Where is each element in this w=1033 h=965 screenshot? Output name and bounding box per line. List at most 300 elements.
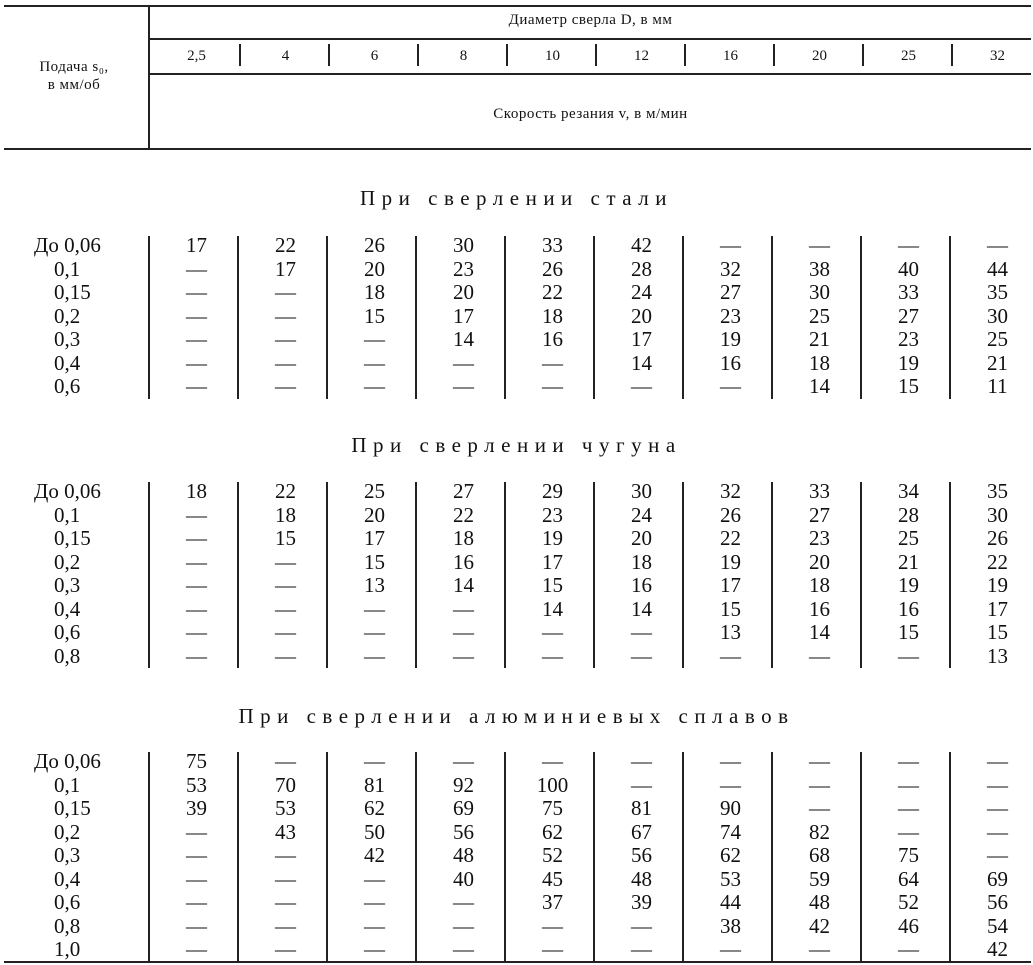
speed-value-cell: — [542, 937, 563, 961]
speed-value-cell: — [631, 772, 652, 797]
feed-value-label: 0,6 [54, 374, 81, 398]
speed-value-cell: — [275, 620, 296, 644]
speed-value-cell: 23 [542, 502, 563, 527]
speed-value-cell: — [186, 526, 207, 550]
speed-value-cell: 16 [542, 327, 563, 351]
speed-value-cell: — [542, 643, 563, 668]
column-divider [860, 482, 862, 668]
diameter-title: Диаметр сверла D, в мм [508, 12, 673, 28]
table-bottom-rule [4, 961, 1031, 963]
speed-value-cell: 81 [631, 796, 652, 820]
column-divider [148, 236, 150, 399]
speed-value-cell: 17 [631, 327, 652, 351]
speed-value-cell: — [898, 819, 919, 844]
speed-value-cell: — [987, 233, 1008, 257]
speed-value-cell: — [453, 620, 474, 644]
feed-value-label: 0,6 [54, 620, 81, 644]
speed-value-cell: 53 [275, 796, 296, 820]
speed-value-cell: 20 [809, 549, 830, 574]
column-divider [148, 752, 150, 962]
speed-value-cell: — [809, 749, 830, 773]
speed-value-cell: 64 [898, 866, 919, 891]
speed-value-cell: 23 [898, 327, 919, 351]
column-divider [415, 236, 417, 399]
speed-value-cell: 19 [542, 526, 563, 550]
header-bottom-rule [4, 148, 1031, 150]
speed-value-cell: 38 [720, 913, 741, 938]
section-title: При сверлении чугуна [351, 433, 682, 457]
speed-value-cell: 34 [898, 479, 919, 503]
feed-value-label: 0,6 [54, 890, 81, 914]
column-divider [860, 752, 862, 962]
diameter-header-cell: 25 [901, 48, 916, 64]
column-divider [237, 236, 239, 399]
speed-value-cell: 46 [898, 913, 919, 938]
speed-value-cell: — [631, 937, 652, 961]
speed-value-cell: — [542, 374, 563, 398]
speed-value-cell: — [898, 233, 919, 257]
column-divider [593, 236, 595, 399]
speed-value-cell: — [898, 796, 919, 820]
speed-value-cell: 13 [364, 573, 385, 597]
speed-value-cell: 21 [809, 327, 830, 351]
column-divider [237, 482, 239, 668]
speed-value-cell: 62 [542, 819, 563, 844]
column-divider [682, 482, 684, 668]
speed-value-cell: 21 [987, 350, 1008, 375]
speed-value-cell: 48 [631, 866, 652, 891]
speed-value-cell: 17 [275, 256, 296, 281]
speed-value-cell: 17 [720, 573, 741, 597]
section-title: При сверлении стали [359, 186, 674, 210]
speed-value-cell: 62 [364, 796, 385, 820]
speed-value-cell: — [275, 913, 296, 938]
speed-value-cell: 14 [453, 327, 474, 351]
speed-value-cell: 67 [631, 819, 652, 844]
speed-value-cell: 27 [720, 280, 741, 304]
speed-value-cell: 15 [898, 374, 919, 398]
speed-value-cell: — [186, 843, 207, 867]
diameter-header-cell: 8 [459, 48, 468, 64]
diameter-header-cell: 6 [370, 48, 379, 64]
column-divider [593, 482, 595, 668]
speed-value-cell: — [364, 643, 385, 668]
column-divider [504, 752, 506, 962]
speed-value-cell: 53 [720, 866, 741, 891]
speed-value-cell: — [275, 749, 296, 773]
feed-value-label: 0,15 [54, 280, 91, 304]
diameter-title-underline [150, 38, 1031, 40]
speed-value-cell: 22 [275, 479, 296, 503]
diameter-header-divider [328, 44, 330, 66]
speed-value-cell: 16 [631, 573, 652, 597]
speed-value-cell: — [275, 280, 296, 304]
speed-value-cell: — [631, 620, 652, 644]
speed-value-cell: 32 [720, 256, 741, 281]
column-divider [237, 752, 239, 962]
speed-value-cell: — [364, 937, 385, 961]
speed-value-cell: 16 [898, 596, 919, 621]
speed-value-cell: 18 [809, 573, 830, 597]
speed-value-cell: 40 [898, 256, 919, 281]
speed-value-cell: — [186, 643, 207, 668]
speed-value-cell: 19 [898, 350, 919, 375]
speed-value-cell: 48 [809, 890, 830, 914]
speed-value-cell: 16 [720, 350, 741, 375]
diameter-header-cell: 4 [281, 48, 290, 64]
speed-value-cell: — [275, 937, 296, 961]
speed-value-cell: 15 [364, 303, 385, 328]
speed-value-cell: 69 [453, 796, 474, 820]
speed-value-cell: — [542, 350, 563, 375]
speed-value-cell: — [364, 350, 385, 375]
speed-value-cell: 22 [987, 549, 1008, 574]
diameter-header-divider [951, 44, 953, 66]
speed-value-cell: 43 [275, 819, 296, 844]
speed-value-cell: — [364, 327, 385, 351]
diameter-header-cell: 10 [545, 48, 560, 64]
speed-value-cell: — [275, 596, 296, 621]
speed-value-cell: 18 [364, 280, 385, 304]
speed-value-cell: — [364, 749, 385, 773]
speed-value-cell: 19 [898, 573, 919, 597]
speed-value-cell: — [186, 573, 207, 597]
speed-value-cell: 48 [453, 843, 474, 867]
speed-value-cell: 16 [809, 596, 830, 621]
speed-value-cell: 19 [720, 549, 741, 574]
speed-title: Скорость резания v, в м/мин [493, 106, 688, 122]
column-divider [860, 236, 862, 399]
feed-value-label: 1,0 [54, 937, 81, 961]
speed-value-cell: 25 [898, 526, 919, 550]
diameter-header-cell: 12 [634, 48, 649, 64]
speed-value-cell: 40 [453, 866, 474, 891]
speed-value-cell: — [364, 596, 385, 621]
speed-value-cell: — [542, 749, 563, 773]
column-divider [504, 482, 506, 668]
speed-value-cell: — [186, 620, 207, 644]
speed-value-cell: 90 [720, 796, 741, 820]
speed-value-cell: — [275, 573, 296, 597]
feed-value-label: 0,1 [54, 772, 81, 797]
speed-value-cell: 100 [536, 772, 569, 797]
speed-value-cell: — [453, 890, 474, 914]
speed-value-cell: — [275, 890, 296, 914]
speed-value-cell: — [186, 374, 207, 398]
column-divider [593, 752, 595, 962]
speed-value-cell: 25 [364, 479, 385, 503]
speed-value-cell: 30 [809, 280, 830, 304]
speed-value-cell: — [453, 749, 474, 773]
speed-value-cell: — [275, 303, 296, 328]
speed-value-cell: — [275, 374, 296, 398]
speed-value-cell: 92 [453, 772, 474, 797]
speed-value-cell: 52 [898, 890, 919, 914]
feed-value-label: 0,3 [54, 573, 81, 597]
speed-value-cell: — [186, 303, 207, 328]
section-title: При сверлении алюминиевых сплавов [238, 704, 795, 728]
speed-value-cell: 33 [542, 233, 563, 257]
column-divider [682, 752, 684, 962]
speed-value-cell: — [809, 233, 830, 257]
speed-value-cell: 62 [720, 843, 741, 867]
speed-value-cell: 68 [809, 843, 830, 867]
speed-value-cell: — [809, 643, 830, 668]
speed-value-cell: 20 [631, 526, 652, 550]
column-divider [949, 236, 951, 399]
speed-value-cell: 35 [987, 479, 1008, 503]
speed-value-cell: — [186, 890, 207, 914]
feed-value-label: 0,15 [54, 796, 91, 820]
speed-value-cell: — [275, 843, 296, 867]
speed-value-cell: 21 [898, 549, 919, 574]
speed-value-cell: 18 [631, 549, 652, 574]
speed-value-cell: — [453, 643, 474, 668]
feed-value-label: 0,2 [54, 549, 81, 574]
speed-value-cell: 70 [275, 772, 296, 797]
speed-value-cell: 17 [364, 526, 385, 550]
feed-value-label: 0,3 [54, 843, 81, 867]
diameter-header-divider [862, 44, 864, 66]
speed-value-cell: 38 [809, 256, 830, 281]
speed-value-cell: — [453, 913, 474, 938]
feed-value-label: 0,2 [54, 303, 81, 328]
speed-value-cell: 11 [987, 374, 1008, 398]
speed-value-cell: — [542, 620, 563, 644]
speed-value-cell: — [987, 749, 1008, 773]
speed-value-cell: — [631, 749, 652, 773]
speed-value-cell: 14 [631, 596, 652, 621]
column-divider [415, 752, 417, 962]
speed-value-cell: — [186, 350, 207, 375]
speed-value-cell: — [453, 374, 474, 398]
column-divider [148, 482, 150, 668]
speed-value-cell: 27 [809, 502, 830, 527]
speed-value-cell: — [720, 937, 741, 961]
speed-value-cell: 15 [275, 526, 296, 550]
speed-value-cell: 42 [364, 843, 385, 867]
speed-value-cell: — [809, 772, 830, 797]
speed-value-cell: 75 [186, 749, 207, 773]
speed-value-cell: 17 [542, 549, 563, 574]
speed-value-cell: 56 [987, 890, 1008, 914]
column-divider [949, 752, 951, 962]
speed-value-cell: 30 [631, 479, 652, 503]
speed-value-cell: — [186, 596, 207, 621]
speed-value-cell: — [631, 643, 652, 668]
speed-value-cell: 26 [542, 256, 563, 281]
feed-value-label: 0,1 [54, 256, 81, 281]
speed-value-cell: — [987, 796, 1008, 820]
feed-value-label: 0,1 [54, 502, 81, 527]
speed-value-cell: — [720, 749, 741, 773]
speed-value-cell: 28 [631, 256, 652, 281]
speed-value-cell: 56 [631, 843, 652, 867]
feed-value-label: 0,8 [54, 913, 81, 938]
speed-value-cell: 23 [453, 256, 474, 281]
speed-value-cell: — [631, 913, 652, 938]
speed-value-cell: 22 [720, 526, 741, 550]
speed-value-cell: 14 [542, 596, 563, 621]
speed-value-cell: 54 [987, 913, 1008, 938]
speed-value-cell: — [809, 796, 830, 820]
speed-value-cell: — [364, 620, 385, 644]
speed-value-cell: 27 [453, 479, 474, 503]
speed-value-cell: — [364, 890, 385, 914]
speed-value-cell: — [720, 643, 741, 668]
speed-value-cell: 59 [809, 866, 830, 891]
speed-value-cell: 19 [720, 327, 741, 351]
speed-value-cell: 45 [542, 866, 563, 891]
speed-value-cell: — [987, 772, 1008, 797]
speed-value-cell: — [987, 819, 1008, 844]
feed-value-label: 0,15 [54, 526, 91, 550]
speed-value-cell: 20 [364, 256, 385, 281]
column-divider [771, 752, 773, 962]
feed-value-label: До 0,06 [34, 749, 101, 773]
table-top-rule [4, 5, 1031, 7]
speed-value-cell: 18 [275, 502, 296, 527]
speed-value-cell: 42 [631, 233, 652, 257]
diameter-header-cell: 20 [812, 48, 827, 64]
speed-value-cell: 18 [453, 526, 474, 550]
speed-value-cell: 42 [809, 913, 830, 938]
diameter-values-underline [150, 73, 1031, 75]
speed-value-cell: 15 [720, 596, 741, 621]
column-divider [504, 236, 506, 399]
feed-value-label: До 0,06 [34, 479, 101, 503]
speed-value-cell: — [186, 502, 207, 527]
speed-value-cell: 17 [987, 596, 1008, 621]
speed-value-cell: 33 [898, 280, 919, 304]
speed-value-cell: 52 [542, 843, 563, 867]
speed-value-cell: 75 [898, 843, 919, 867]
diameter-header-divider [417, 44, 419, 66]
speed-value-cell: 20 [364, 502, 385, 527]
speed-value-cell: — [898, 772, 919, 797]
speed-value-cell: 26 [364, 233, 385, 257]
column-divider [415, 482, 417, 668]
speed-value-cell: 33 [809, 479, 830, 503]
speed-value-cell: 81 [364, 772, 385, 797]
speed-value-cell: 22 [453, 502, 474, 527]
speed-value-cell: — [720, 772, 741, 797]
speed-value-cell: — [275, 866, 296, 891]
speed-value-cell: 13 [987, 643, 1008, 668]
speed-value-cell: 15 [542, 573, 563, 597]
speed-value-cell: 28 [898, 502, 919, 527]
feed-value-label: 0,4 [54, 866, 81, 891]
speed-value-cell: 24 [631, 280, 652, 304]
speed-value-cell: — [453, 350, 474, 375]
speed-value-cell: 14 [631, 350, 652, 375]
speed-value-cell: — [453, 596, 474, 621]
speed-value-cell: 14 [453, 573, 474, 597]
speed-value-cell: 15 [987, 620, 1008, 644]
diameter-header-cell: 16 [723, 48, 738, 64]
speed-value-cell: 37 [542, 890, 563, 914]
speed-value-cell: 26 [720, 502, 741, 527]
speed-value-cell: 20 [453, 280, 474, 304]
column-divider [326, 482, 328, 668]
speed-value-cell: 17 [186, 233, 207, 257]
speed-value-cell: — [275, 549, 296, 574]
speed-value-cell: — [364, 913, 385, 938]
speed-value-cell: 25 [987, 327, 1008, 351]
speed-value-cell: 30 [453, 233, 474, 257]
feed-label-line2: в мм/об [47, 77, 101, 93]
speed-value-cell: — [898, 749, 919, 773]
feed-value-label: До 0,06 [34, 233, 101, 257]
speed-value-cell: 25 [809, 303, 830, 328]
speed-value-cell: — [186, 913, 207, 938]
speed-value-cell: — [186, 549, 207, 574]
speed-value-cell: — [186, 327, 207, 351]
speed-value-cell: 44 [987, 256, 1008, 281]
speed-value-cell: 22 [542, 280, 563, 304]
speed-value-cell: — [364, 866, 385, 891]
column-divider [682, 236, 684, 399]
speed-value-cell: 75 [542, 796, 563, 820]
speed-value-cell: 39 [186, 796, 207, 820]
diameter-header-divider [239, 44, 241, 66]
speed-value-cell: — [186, 280, 207, 304]
diameter-header-divider [773, 44, 775, 66]
diameter-header-divider [684, 44, 686, 66]
column-divider [949, 482, 951, 668]
feed-value-label: 0,4 [54, 350, 81, 375]
speed-value-cell: 18 [809, 350, 830, 375]
speed-value-cell: — [720, 374, 741, 398]
speed-value-cell: 23 [720, 303, 741, 328]
speed-value-cell: — [453, 937, 474, 961]
speed-value-cell: 16 [453, 549, 474, 574]
speed-value-cell: — [631, 374, 652, 398]
speed-value-cell: — [275, 643, 296, 668]
speed-value-cell: 19 [987, 573, 1008, 597]
speed-value-cell: — [898, 643, 919, 668]
speed-value-cell: 35 [987, 280, 1008, 304]
speed-value-cell: — [898, 937, 919, 961]
column-divider [326, 752, 328, 962]
speed-value-cell: — [542, 913, 563, 938]
speed-value-cell: 20 [631, 303, 652, 328]
feed-value-label: 0,2 [54, 819, 81, 844]
diameter-header-cell: 2,5 [187, 48, 206, 64]
speed-value-cell: 13 [720, 620, 741, 644]
speed-value-cell: — [275, 327, 296, 351]
speed-value-cell: — [720, 233, 741, 257]
feed-value-label: 0,4 [54, 596, 81, 621]
diameter-header-divider [595, 44, 597, 66]
speed-value-cell: — [186, 256, 207, 281]
speed-value-cell: 26 [987, 526, 1008, 550]
speed-value-cell: 50 [364, 819, 385, 844]
column-divider [771, 482, 773, 668]
feed-label-line1: Подача s₀, [39, 59, 109, 75]
speed-value-cell: — [275, 350, 296, 375]
speed-value-cell: 30 [987, 502, 1008, 527]
speed-value-cell: 15 [898, 620, 919, 644]
speed-value-cell: 44 [720, 890, 741, 914]
speed-value-cell: 30 [987, 303, 1008, 328]
speed-value-cell: — [987, 843, 1008, 867]
speed-value-cell: 15 [364, 549, 385, 574]
column-divider [326, 236, 328, 399]
feed-value-label: 0,3 [54, 327, 81, 351]
speed-value-cell: 32 [720, 479, 741, 503]
speed-value-cell: — [186, 937, 207, 961]
